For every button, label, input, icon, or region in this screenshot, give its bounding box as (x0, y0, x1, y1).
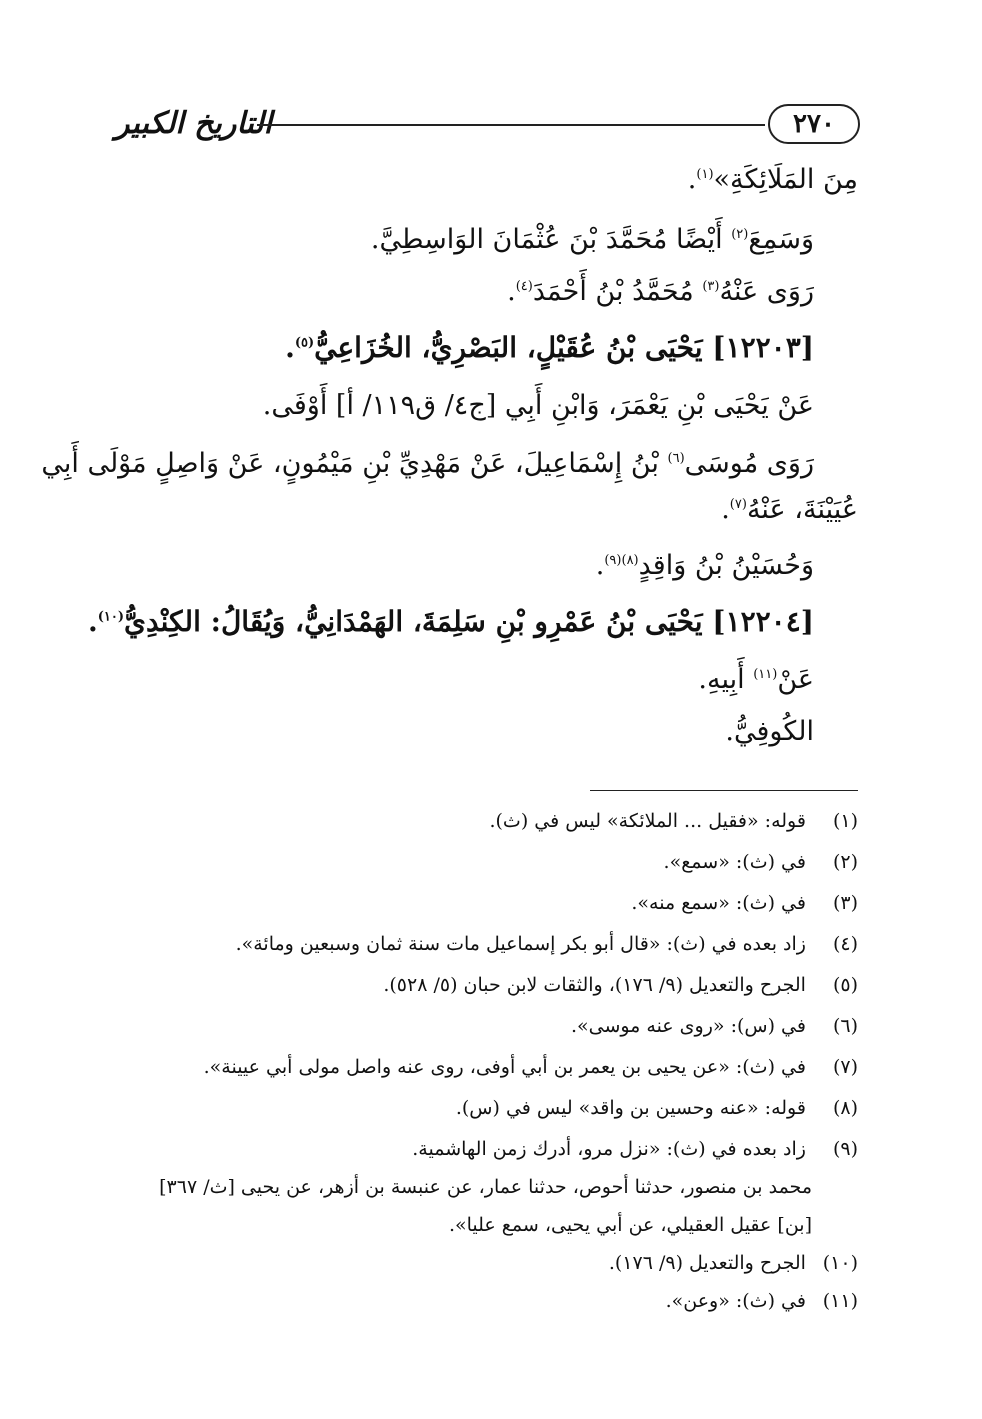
footnote (631, 888, 858, 918)
footnote (571, 1011, 858, 1041)
footnote-number: (١١) (822, 1290, 858, 1312)
footnote-text: زاد بعده في (ث): «نزل مرو، أدرك زمن الهاشمية. (412, 1138, 806, 1160)
footnote-number: (٩) (832, 1138, 858, 1160)
footnote-ref: (١) (696, 167, 714, 182)
footnote-text: محمد بن منصور، حدثنا أحوص، حدثنا عمار، عن عنبسة بن أزهر، عن يحيى [ث/ ٣٦٧] (159, 1176, 812, 1198)
footnote (489, 806, 858, 836)
footnote-ref: (٧) (729, 497, 747, 512)
footnote-text: الجرح والتعديل (٩/ ١٧٦)، والثقات لابن حبان (٥/ ٥٢٨). (383, 974, 806, 996)
footnote-text: في (س): «روى عنه موسى». (570, 1015, 806, 1037)
footnote-number: (٣) (832, 892, 858, 914)
text-line: عَنْ يَحْيَى بْنِ يَعْمَرَ، وَابْنِ أَبِي [ج٤/ ق١١٩/ أ] أَوْفَى. (262, 390, 814, 421)
entry-heading-12204: [١٢٢٠٤] يَحْيَى بْنُ عَمْرِو بْنِ سَلِمَةَ، الهَمْدَانِيُّ، وَيُقَالُ: الكِنْدِيُّ$^{(١٠)}$. (88, 605, 814, 638)
footnote-ref: (٥) (294, 335, 315, 351)
footnote-number: (٦) (832, 1015, 858, 1037)
text-line: وَسَمِعَ$^{(٢)}$ أَيْضًا مُحَمَّدَ بْنَ عُثْمَانَ الوَاسِطِيَّ. (370, 224, 814, 255)
footnote-ref: (٤) (515, 279, 533, 294)
page-header (115, 102, 860, 150)
footnote (666, 1286, 858, 1316)
text-line: رَوَى عَنْهُ$^{(٣)}$ مُحَمَّدُ بْنُ أَحْمَدَ$^{(٤)}$. (507, 276, 814, 307)
footnote-ref: (٣) (702, 279, 720, 294)
footnote-text: في (ث): «عن يحيى بن يعمر بن أبي أوفى، روى عنه واصل مولى أبي عيينة». (203, 1056, 806, 1078)
text-line: عُيَيْنَةَ، عَنْهُ$^{(٧)}$. (721, 494, 858, 525)
footnote (664, 847, 858, 877)
footnote-ref: (١٠) (97, 609, 125, 625)
footnote-text: قوله: «عنه وحسين بن واقد» ليس في (س). (455, 1097, 806, 1119)
footnote-number: (٤) (832, 933, 858, 955)
footnote-number: (١) (832, 810, 858, 832)
footnote (412, 1134, 858, 1164)
footnote-number: (٢) (832, 851, 858, 873)
text-line: عَنْ$^{(١١)}$ أَبِيهِ. (698, 664, 814, 695)
book-title: التاريخ الكبير (115, 106, 273, 141)
footnote-text: [بن] عقيل العقيلي، عن أبي يحيى، سمع عليا». (448, 1214, 812, 1236)
footnote-text: الجرح والتعديل (٩/ ١٧٦). (608, 1252, 806, 1274)
page-number-badge (768, 104, 860, 144)
page-number: ٢٧٠ (793, 109, 835, 139)
footnote-ref: (٢) (731, 227, 749, 242)
footnote (236, 929, 858, 959)
footnote-ref: (٨)(٩) (604, 553, 639, 568)
footnote (204, 1052, 858, 1082)
header-rule (257, 124, 765, 126)
footnote (456, 1093, 858, 1123)
footnote-number: (٧) (832, 1056, 858, 1078)
footnote (609, 1248, 858, 1278)
footnote-text: زاد بعده في (ث): «قال أبو بكر إسماعيل مات سنة ثمان وسبعين ومائة». (235, 933, 806, 955)
footnote-text: قوله: «فقيل ... الملائكة» ليس في (ث). (489, 810, 806, 832)
text-line: وَحُسَيْنُ بْنُ وَاقِدٍ$^{(٨)(٩)}$. (595, 550, 814, 581)
footnote-number: (٥) (832, 974, 858, 996)
text-line: رَوَى مُوسَى$^{(٦)}$ بْنُ إِسْمَاعِيلَ، عَنْ مَهْدِيِّ بْنِ مَيْمُونٍ، عَنْ وَاصِلٍ مَوْلَى أَبِي (41, 448, 814, 479)
footnote-ref: (٦) (667, 451, 685, 466)
footnote (383, 970, 858, 1000)
footnote-text: في (ث): «سمع». (663, 851, 806, 873)
text-line: مِنَ المَلَائِكَةِ»$^{(١)}$. (687, 164, 858, 195)
footnote-ref: (١١) (753, 667, 778, 682)
footnote-continuation (449, 1210, 812, 1240)
footnote-text: في (ث): «سمع منه». (631, 892, 806, 914)
footnote-number: (٨) (832, 1097, 858, 1119)
footnote-text: في (ث): «وعن». (665, 1290, 806, 1312)
footnote-separator (590, 790, 858, 791)
entry-heading-12203: [١٢٢٠٣] يَحْيَى بْنُ عُقَيْلٍ، البَصْرِيُّ، الخُزَاعِيُّ$^{(٥)}$. (285, 331, 814, 364)
footnote-continuation (159, 1172, 812, 1202)
footnote-number: (١٠) (822, 1252, 858, 1274)
text-line: الكُوفِيُّ. (725, 716, 814, 747)
